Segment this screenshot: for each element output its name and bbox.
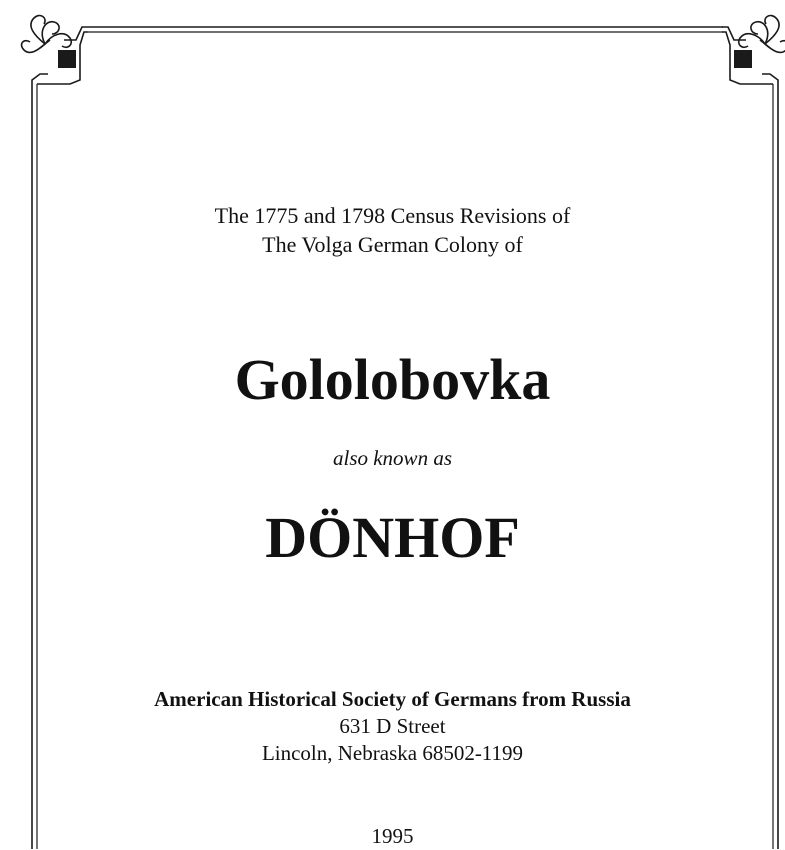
publisher-block (0, 686, 785, 767)
publisher-city: Lincoln, Nebraska 68502-1199 (261, 741, 524, 765)
intro-line-1: The 1775 and 1798 Census Revisions of (214, 203, 571, 228)
fleur-de-lis-corner-icon (22, 16, 88, 84)
census-intro (0, 201, 785, 259)
intro-line-2: The Volga German Colony of (262, 232, 523, 257)
publisher-name: American Historical Society of Germans from Russia (154, 687, 631, 711)
colony-title: Gololobovka (234, 347, 551, 412)
colony-alt-title: DÖNHOF (265, 505, 520, 570)
also-known-as-label: also known as (332, 446, 452, 470)
fleur-de-lis-corner-icon (722, 16, 785, 84)
publisher-street: 631 D Street (339, 714, 446, 738)
publication-year: 1995 (371, 824, 414, 848)
